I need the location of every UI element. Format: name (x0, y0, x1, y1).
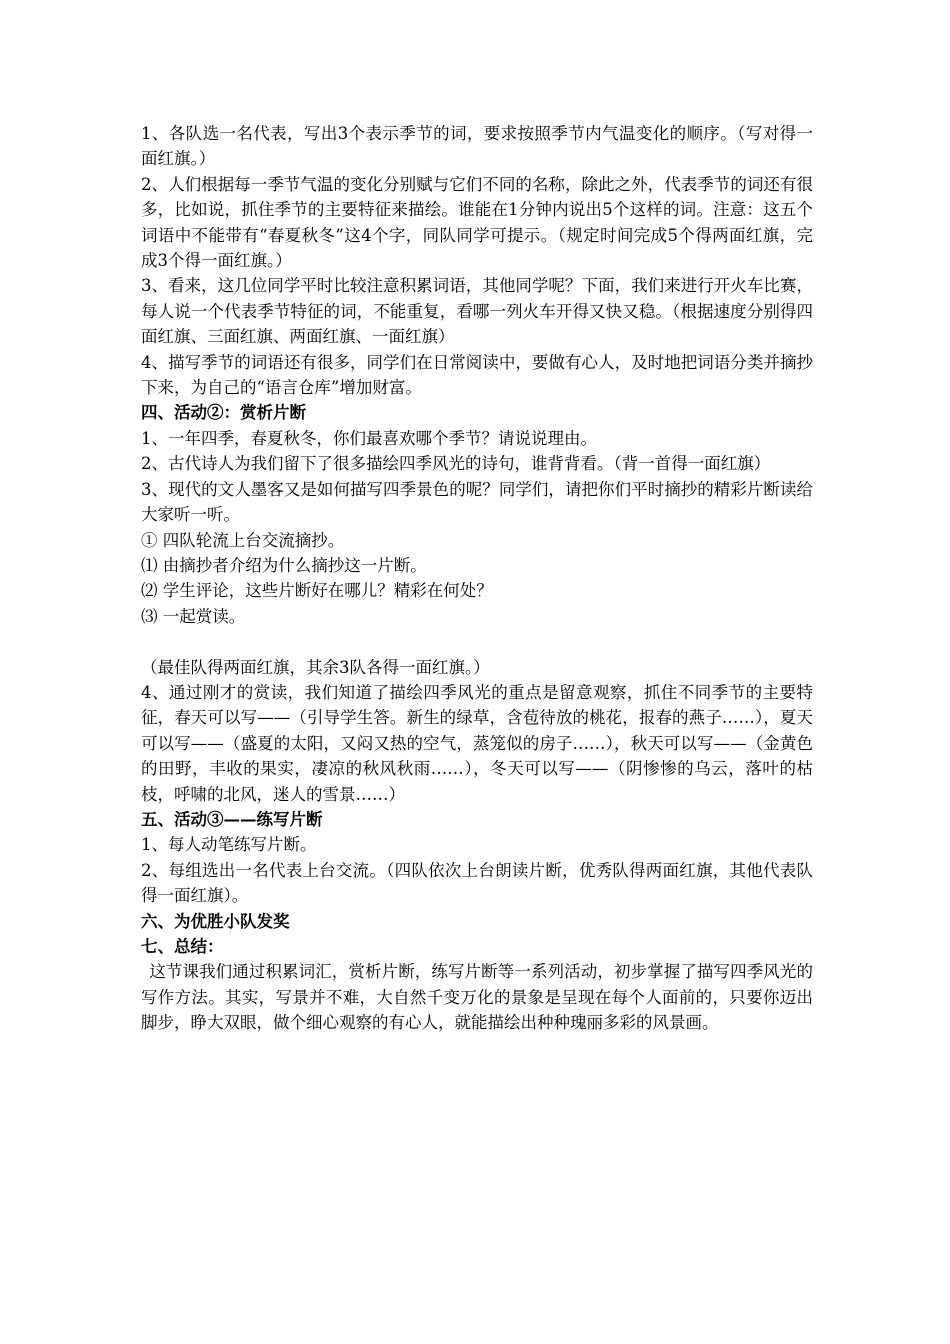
paragraph-7: 3、现代的文人墨客又是如何描写四季景色的呢？同学们，请把你们平时摘抄的精彩片断读给大家听一听。 (141, 479, 813, 525)
list-item-circled-1: ① 四队轮流上台交流摘抄。 (141, 530, 345, 550)
paragraph-4: 4、描写季节的词语还有很多，同学们在日常阅读中，要做有心人，及时地把词语分类并摘抄下来，为自己的“语言仓库”增加财富。 (141, 352, 813, 398)
paragraph-6: 2、古代诗人为我们留下了很多描绘四季风光的诗句，谁背背看。（背一首得一面红旗） (141, 454, 771, 474)
blank-line (141, 629, 813, 654)
list-item-paren-1: ⑴ 由摘抄者介绍为什么摘抄这一片断。 (141, 555, 427, 575)
paragraph-2: 2、人们根据每一季节气温的变化分别赋与它们不同的名称，除此之外，代表季节的词还有很多，比如说，抓住季节的主要特征来描绘。谁能在1分钟内说出5个这样的词。注意：这五个词语中不能带有“春夏秋冬”这4个字，同队同学可提示。（规定时间完成5个得两面红旗，完成3个得一面红旗。） (141, 174, 813, 271)
section-heading-6: 六、为优胜小队发奖 (141, 911, 290, 931)
paragraph-8: 4、通过刚才的赏读，我们知道了描绘四季风光的重点是留意观察，抓住不同季节的主要特征，春天可以写——（引导学生答。新生的绿草，含苞待放的桃花，报春的燕子……），夏天可以写——（盛夏的太阳，又闷又热的空气，蒸笼似的房子……），秋天可以写——（金黄色的田野，丰收的果实，凄凉的秋风秋雨……），冬天可以写——（阴惨惨的乌云，落叶的枯枝，呼啸的北风，迷人的雪景……） (141, 682, 813, 804)
list-item-paren-2: ⑵ 学生评论，这些片断好在哪儿？精彩在何处？ (141, 581, 493, 601)
section-heading-7: 七、总结： (141, 936, 224, 956)
paragraph-award-note: （最佳队得两面红旗，其余3队各得一面红旗。） (141, 657, 490, 677)
summary-paragraph: 这节课我们通过积累词汇，赏析片断，练写片断等一系列活动，初步掌握了描写四季风光的写作方法。其实，写景并不难，大自然千变万化的景象是呈现在每个人面前的，只要你迈出脚步，睁大双眼，做个细心观察的有心人，就能描绘出种种瑰丽多彩的风景画。 (141, 962, 813, 1033)
paragraph-5: 1、一年四季，春夏秋冬，你们最喜欢哪个季节？请说说理由。 (141, 428, 597, 448)
document-body (141, 121, 813, 1036)
section-heading-4: 四、活动②：赏析片断 (141, 403, 306, 423)
paragraph-3: 3、看来，这几位同学平时比较注意积累词语，其他同学呢？下面，我们来进行开火车比赛，每人说一个代表季节特征的词，不能重复，看哪一列火车开得又快又稳。（根据速度分别得四面红旗、三面红旗、两面红旗、一面红旗） (141, 276, 813, 347)
paragraph-9: 1、每人动笔练写片断。 (141, 835, 317, 855)
list-item-paren-3: ⑶ 一起赏读。 (141, 606, 246, 626)
paragraph-1: 1、各队选一名代表，写出3个表示季节的词，要求按照季节内气温变化的顺序。（写对得一面红旗。） (141, 124, 813, 169)
section-heading-5: 五、活动③——练写片断 (141, 809, 323, 829)
paragraph-10: 2、每组选出一名代表上台交流。（四队依次上台朗读片断，优秀队得两面红旗，其他代表队得一面红旗）。 (141, 860, 813, 906)
